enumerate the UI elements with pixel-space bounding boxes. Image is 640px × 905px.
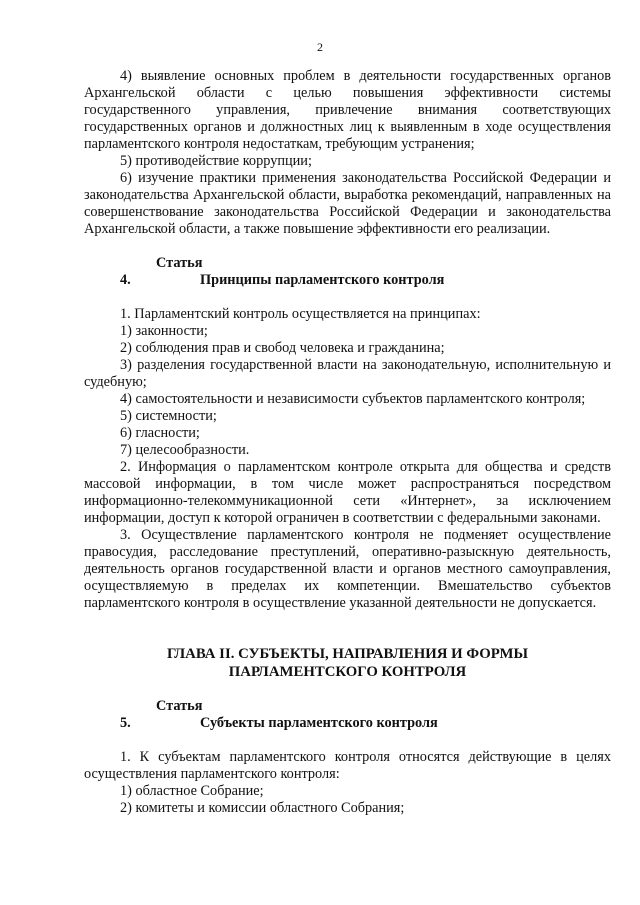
article-5-paragraph: 1. К субъектам парламентского контроля относятся действующие в целях осуществления парламентского контроля: [84, 749, 611, 782]
article-5-paragraph: 2) комитеты и комиссии областного Собрания; [120, 800, 405, 816]
intro-item-5: 5) противодействие коррупции; [120, 153, 312, 169]
article-4-heading [84, 255, 611, 289]
intro-item-4: 4) выявление основных проблем в деятельности государственных органов Архангельской области с целью повышения эффективности системы государственного управления, привлечение внимания соответствующих государственных органов и должностных лиц к выявленным в ходе осуществления парламентского контроля недостаткам, требующим устранения; [84, 68, 611, 152]
article-5-title: Субъекты парламентского контроля [200, 715, 438, 731]
article-4-paragraph: 7) целесообразности. [120, 442, 250, 458]
article-5-number: Статья 5. [120, 698, 203, 731]
article-4-paragraph: 1. Парламентский контроль осуществляется на принципах: [120, 306, 481, 322]
article-4-paragraph: 4) самостоятельности и независимости субъектов парламентского контроля; [120, 391, 586, 407]
article-4-paragraph: 3) разделения государственной власти на законодательную, исполнительную и судебную; [84, 357, 611, 390]
article-4-paragraph: 6) гласности; [120, 425, 200, 441]
article-4-paragraph: 2. Информация о парламентском контроле открыта для общества и средств массовой информации, в том числе может распространяться посредством информационно-телекоммуникационной сети «Интернет», за исключением информации, доступ к которой ограничен в соответствии с федеральными законами. [84, 459, 611, 526]
article-4-paragraph: 2) соблюдения прав и свобод человека и гражданина; [120, 340, 445, 356]
article-4-paragraph: 3. Осуществление парламентского контроля не подменяет осуществление правосудия, расследование преступлений, оперативно-разыскную деятельность, деятельность органов государственной власти и органов местного самоуправления, осуществляемую в пределах их компетенции. Вмешательство субъектов парламентского контроля в осуществление указанной деятельности не допускается. [84, 527, 611, 611]
chapter-2-line-2: ПАРЛАМЕНТСКОГО КОНТРОЛЯ [228, 664, 467, 680]
intro-item-6: 6) изучение практики применения законодательства Российской Федерации и законодательства Архангельской области, выработка рекомендаций, направленных на совершенствование законодательства Российской Федерации и законодательства Архангельской области, а также повышение эффективности его реализации. [84, 170, 611, 237]
chapter-2-line-1: ГЛАВА II. СУБЪЕКТЫ, НАПРАВЛЕНИЯ И ФОРМЫ [166, 646, 529, 662]
chapter-2-heading [84, 645, 611, 681]
article-4-number: Статья 4. [120, 255, 203, 288]
article-4-title: Принципы парламентского контроля [200, 272, 445, 288]
article-5-heading [84, 698, 611, 732]
article-4-paragraph: 5) системности; [120, 408, 217, 424]
page-number: 2 [317, 40, 323, 54]
document-body [84, 68, 611, 817]
article-4-paragraph: 1) законности; [120, 323, 208, 339]
article-5-paragraph: 1) областное Собрание; [120, 783, 264, 799]
